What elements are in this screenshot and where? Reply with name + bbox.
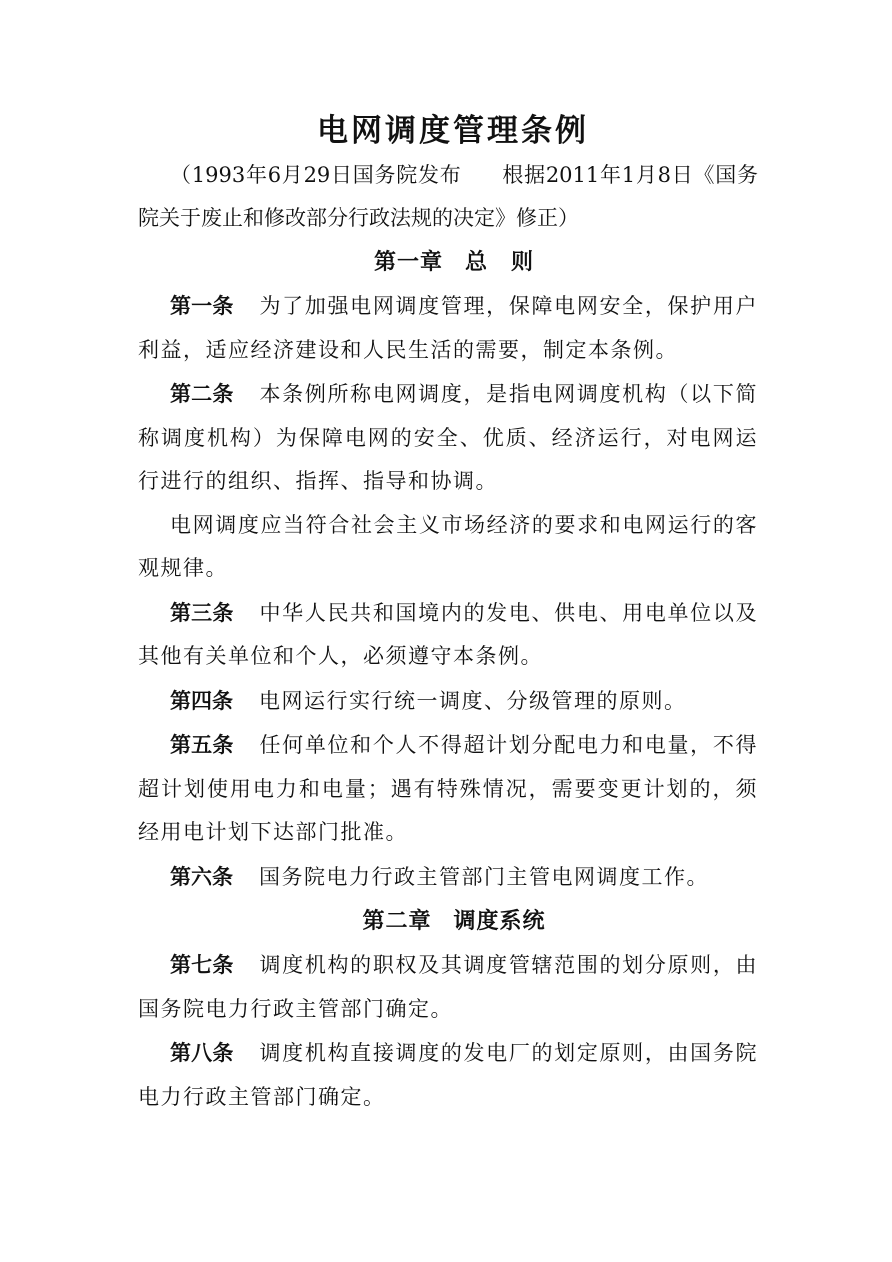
document-body — [138, 108, 758, 1119]
article-number: 第七条 — [170, 952, 234, 977]
article-paragraph — [138, 284, 758, 372]
article-text: 调度机构直接调度的发电厂的划定原则，由国务院电力行政主管部门确定。 — [138, 1041, 758, 1109]
chapter-heading — [138, 240, 758, 284]
subtitle-revision-note: 根据2011年1月8日《国务院关于废止和修改部分行政法规的决定》修正） — [138, 163, 758, 230]
document-title: 电网调度管理条例 — [317, 113, 589, 149]
article-text: 为了加强电网调度管理，保障电网安全，保护用户利益，适应经济建设和人民生活的需要，制定本条例。 — [138, 294, 758, 362]
article-number: 第八条 — [170, 1040, 234, 1065]
article-number: 第一条 — [170, 293, 234, 318]
article-paragraph — [138, 591, 758, 679]
article-paragraph — [138, 943, 758, 1031]
chapter-heading — [138, 899, 758, 943]
article-text: 电网运行实行统一调度、分级管理的原则。 — [259, 688, 687, 713]
chapter-name: 调度系统 — [453, 908, 546, 934]
chapter-name: 总 则 — [465, 249, 535, 275]
article-number: 第四条 — [170, 687, 233, 713]
article-text: 本条例所称电网调度，是指电网调度机构（以下简称调度机构）为保障电网的安全、优质、经济运行，对电网运行进行的组织、指挥、指导和协调。 — [138, 382, 758, 493]
article-paragraph — [138, 723, 758, 855]
article-text: 调度机构的职权及其调度管辖范围的划分原则，由国务院电力行政主管部门确定。 — [138, 953, 758, 1021]
article-paragraph — [138, 504, 758, 591]
article-paragraph — [138, 679, 758, 724]
document-subtitle — [138, 154, 758, 240]
article-number: 第五条 — [170, 732, 234, 757]
article-number: 第三条 — [170, 599, 234, 625]
article-text: 电网调度应当符合社会主义市场经济的要求和电网运行的客观规律。 — [138, 512, 758, 580]
chapter-number: 第二章 — [362, 908, 432, 934]
article-text: 任何单位和个人不得超计划分配电力和电量，不得超计划使用电力和电量；遇有特殊情况，需要变更计划的，须经用电计划下达部门批准。 — [138, 733, 758, 844]
subtitle-publish-note: （1993年6月29日国务院发布 — [170, 163, 462, 187]
article-number: 第六条 — [170, 863, 233, 889]
article-text: 中华人民共和国境内的发电、供电、用电单位以及其他有关单位和个人，必须遵守本条例。 — [138, 600, 758, 668]
article-paragraph — [138, 855, 758, 900]
article-paragraph — [138, 372, 758, 504]
article-paragraph — [138, 1031, 758, 1119]
article-text: 国务院电力行政主管部门主管电网调度工作。 — [259, 864, 709, 889]
article-number: 第二条 — [170, 381, 234, 406]
chapter-number: 第一章 — [373, 249, 443, 275]
